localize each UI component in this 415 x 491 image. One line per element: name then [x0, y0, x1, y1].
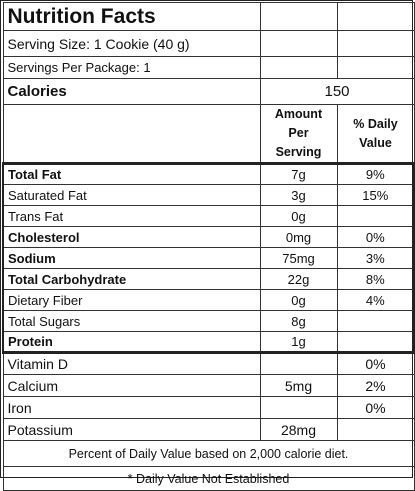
nutrient-name: Total Sugars [3, 311, 260, 332]
calories-label: Calories [3, 79, 260, 105]
nutrient-amount: 0mg [260, 227, 337, 248]
nutrient-row [3, 269, 414, 290]
nutrient-row [3, 332, 414, 353]
nutrient-name: Protein [3, 332, 260, 353]
vitamin-name: Vitamin D [3, 353, 260, 375]
nutrient-daily-value: 8% [337, 269, 414, 290]
nutrient-name: Sodium [3, 248, 260, 269]
nutrient-daily-value: 9% [337, 164, 414, 185]
nutrient-daily-value: 4% [337, 290, 414, 311]
vitamin-amount: 5mg [260, 375, 337, 397]
nutrient-name: Dietary Fiber [3, 290, 260, 311]
nutrient-daily-value: 0% [337, 227, 414, 248]
nutrient-amount: 8g [260, 311, 337, 332]
label-title: Nutrition Facts [3, 3, 260, 31]
nutrient-amount: 7g [260, 164, 337, 185]
nutrient-row [3, 311, 414, 332]
nutrient-amount: 1g [260, 332, 337, 353]
vitamin-row [3, 397, 414, 419]
nutrition-table [2, 2, 415, 491]
daily-value-header: % Daily Value [337, 105, 414, 164]
nutrient-row [3, 227, 414, 248]
vitamin-row [3, 375, 414, 397]
nutrient-row [3, 185, 414, 206]
amount-per-serving-header: Amount Per Serving [260, 105, 337, 164]
nutrient-daily-value [337, 206, 414, 227]
vitamin-name: Potassium [3, 419, 260, 441]
nutrient-amount: 0g [260, 206, 337, 227]
nutrient-row [3, 248, 414, 269]
calories-value: 150 [260, 79, 414, 105]
nutrient-amount: 75mg [260, 248, 337, 269]
vitamin-name: Iron [3, 397, 260, 419]
servings-per-package: Servings Per Package: 1 [3, 57, 260, 79]
nutrient-row [3, 164, 414, 185]
nutrient-amount: 0g [260, 290, 337, 311]
nutrient-daily-value: 15% [337, 185, 414, 206]
nutrient-name: Saturated Fat [3, 185, 260, 206]
nutrient-daily-value [337, 311, 414, 332]
vitamin-daily-value [337, 419, 414, 441]
nutrient-daily-value [337, 332, 414, 353]
nutrient-name: Trans Fat [3, 206, 260, 227]
vitamin-daily-value: 0% [337, 397, 414, 419]
footnote-daily-value: Percent of Daily Value based on 2,000 calorie diet. [3, 441, 414, 467]
nutrient-name: Total Carbohydrate [3, 269, 260, 290]
nutrient-name: Total Fat [3, 164, 260, 185]
vitamin-amount: 28mg [260, 419, 337, 441]
nutrient-rows [3, 164, 414, 353]
vitamin-rows [3, 353, 414, 441]
footnote-not-established: * Daily Value Not Established [3, 467, 414, 491]
nutrient-name: Cholesterol [3, 227, 260, 248]
vitamin-daily-value: 2% [337, 375, 414, 397]
nutrient-daily-value: 3% [337, 248, 414, 269]
nutrient-row [3, 290, 414, 311]
vitamin-amount [260, 353, 337, 375]
nutrient-amount: 22g [260, 269, 337, 290]
vitamin-row [3, 419, 414, 441]
serving-size: Serving Size: 1 Cookie (40 g) [3, 31, 260, 57]
vitamin-row [3, 353, 414, 375]
nutrient-amount: 3g [260, 185, 337, 206]
nutrient-row [3, 206, 414, 227]
vitamin-amount [260, 397, 337, 419]
vitamin-name: Calcium [3, 375, 260, 397]
vitamin-daily-value: 0% [337, 353, 414, 375]
